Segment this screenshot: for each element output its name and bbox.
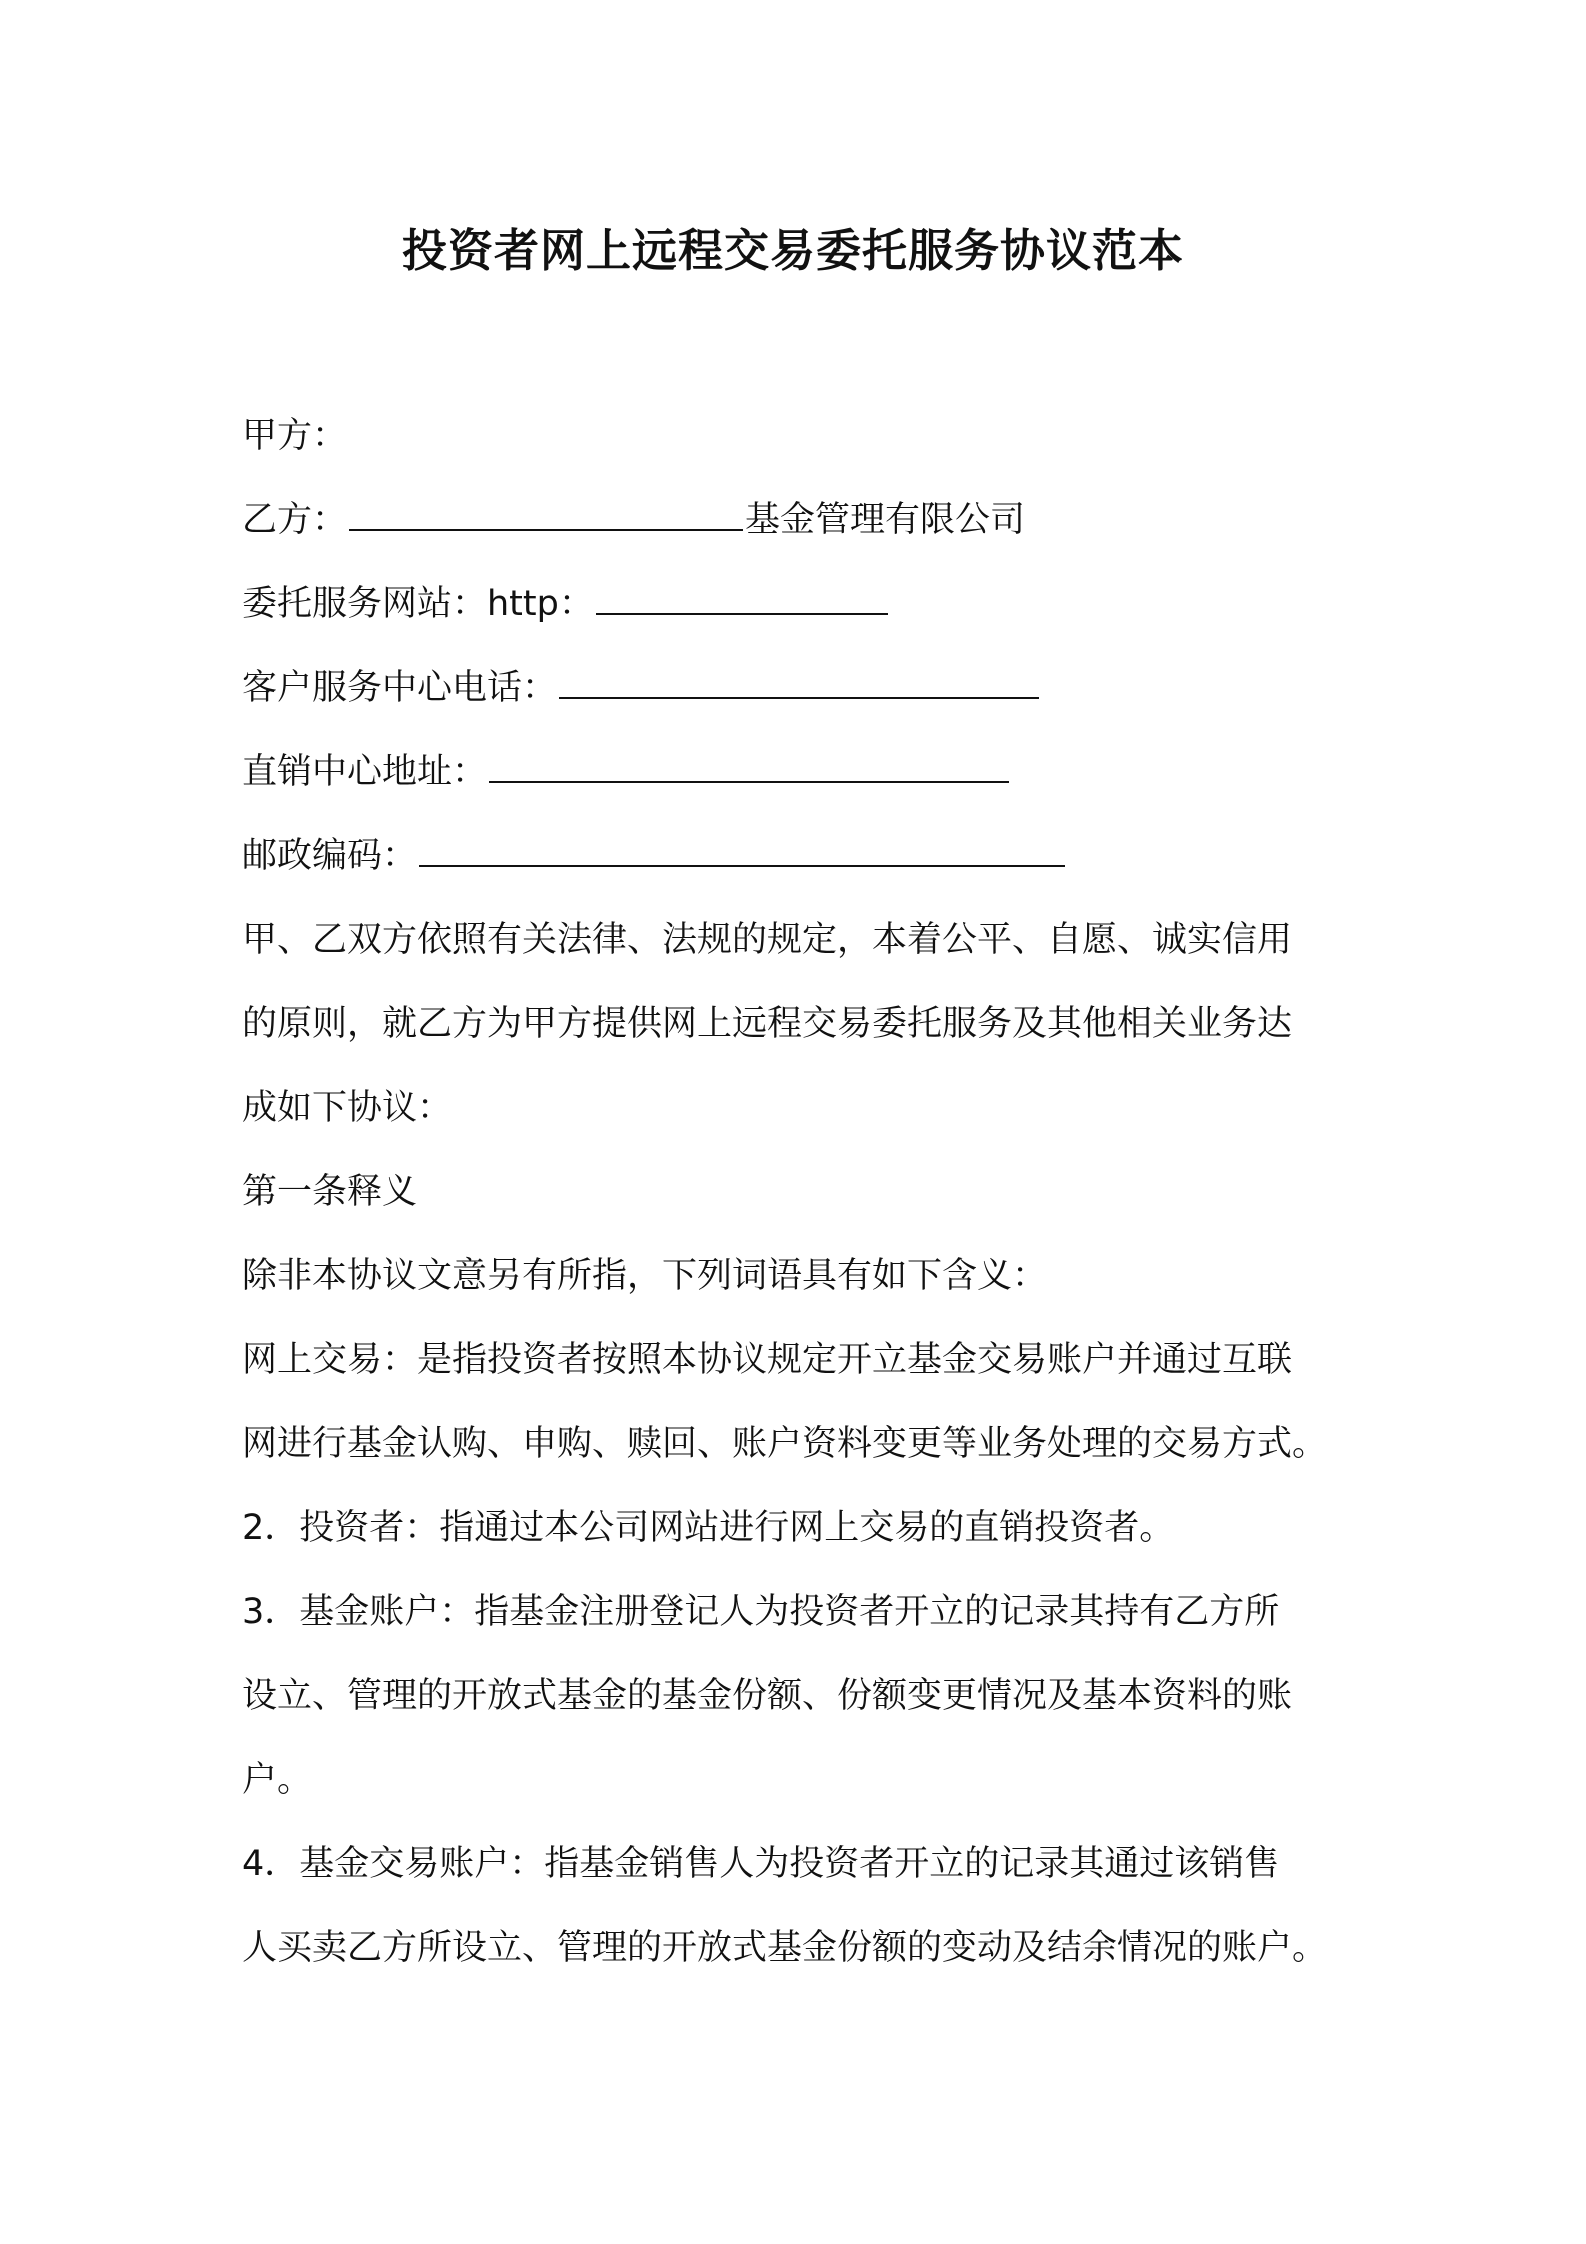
postcode-blank bbox=[419, 835, 1065, 867]
party-b-suffix: 基金管理有限公司 bbox=[745, 500, 1026, 540]
definition-3-line-1: 3．基金账户：指基金注册登记人为投资者开立的记录其持有乙方所 bbox=[242, 1592, 1280, 1632]
document-body bbox=[242, 409, 1382, 2005]
article-1-heading: 第一条释义 bbox=[242, 1172, 418, 1212]
definition-2: 2．投资者：指通过本公司网站进行网上交易的直销投资者。 bbox=[242, 1508, 1175, 1548]
website-label: 委托服务网站：http： bbox=[242, 584, 594, 624]
definition-4-line-2: 人买卖乙方所设立、管理的开放式基金份额的变动及结余情况的账户。 bbox=[242, 1928, 1328, 1968]
party-a-label: 甲方： bbox=[242, 416, 348, 456]
address-blank bbox=[489, 751, 1009, 783]
party-b-blank bbox=[349, 499, 743, 531]
document-title: 投资者网上远程交易委托服务协议范本 bbox=[401, 224, 1184, 277]
definition-1-line-1: 网上交易：是指投资者按照本协议规定开立基金交易账户并通过互联 bbox=[242, 1340, 1293, 1380]
postcode-label: 邮政编码： bbox=[242, 836, 418, 876]
website-blank bbox=[596, 583, 888, 615]
address-line bbox=[242, 745, 1382, 829]
definition-1-line-2: 网进行基金认购、申购、赎回、账户资料变更等业务处理的交易方式。 bbox=[242, 1424, 1328, 1464]
party-b-line bbox=[242, 493, 1382, 577]
intro-paragraph-line-3: 成如下协议： bbox=[242, 1088, 453, 1128]
phone-blank bbox=[559, 667, 1039, 699]
postcode-line bbox=[242, 829, 1382, 913]
party-a-line bbox=[242, 409, 1382, 493]
address-label: 直销中心地址： bbox=[242, 752, 488, 792]
definitions-intro: 除非本协议文意另有所指，下列词语具有如下含义： bbox=[242, 1256, 1048, 1296]
website-line bbox=[242, 577, 1382, 661]
phone-label: 客户服务中心电话： bbox=[242, 668, 558, 708]
definition-3-line-2: 设立、管理的开放式基金的基金份额、份额变更情况及基本资料的账 bbox=[242, 1676, 1293, 1716]
party-b-label: 乙方： bbox=[242, 500, 348, 540]
intro-paragraph-line-1: 甲、乙双方依照有关法律、法规的规定，本着公平、自愿、诚实信用 bbox=[242, 920, 1293, 960]
definition-4-line-1: 4．基金交易账户：指基金销售人为投资者开立的记录其通过该销售 bbox=[242, 1844, 1280, 1884]
phone-line bbox=[242, 661, 1382, 745]
intro-paragraph-line-2: 的原则，就乙方为甲方提供网上远程交易委托服务及其他相关业务达 bbox=[242, 1004, 1293, 1044]
definition-3-line-3: 户。 bbox=[242, 1760, 313, 1800]
